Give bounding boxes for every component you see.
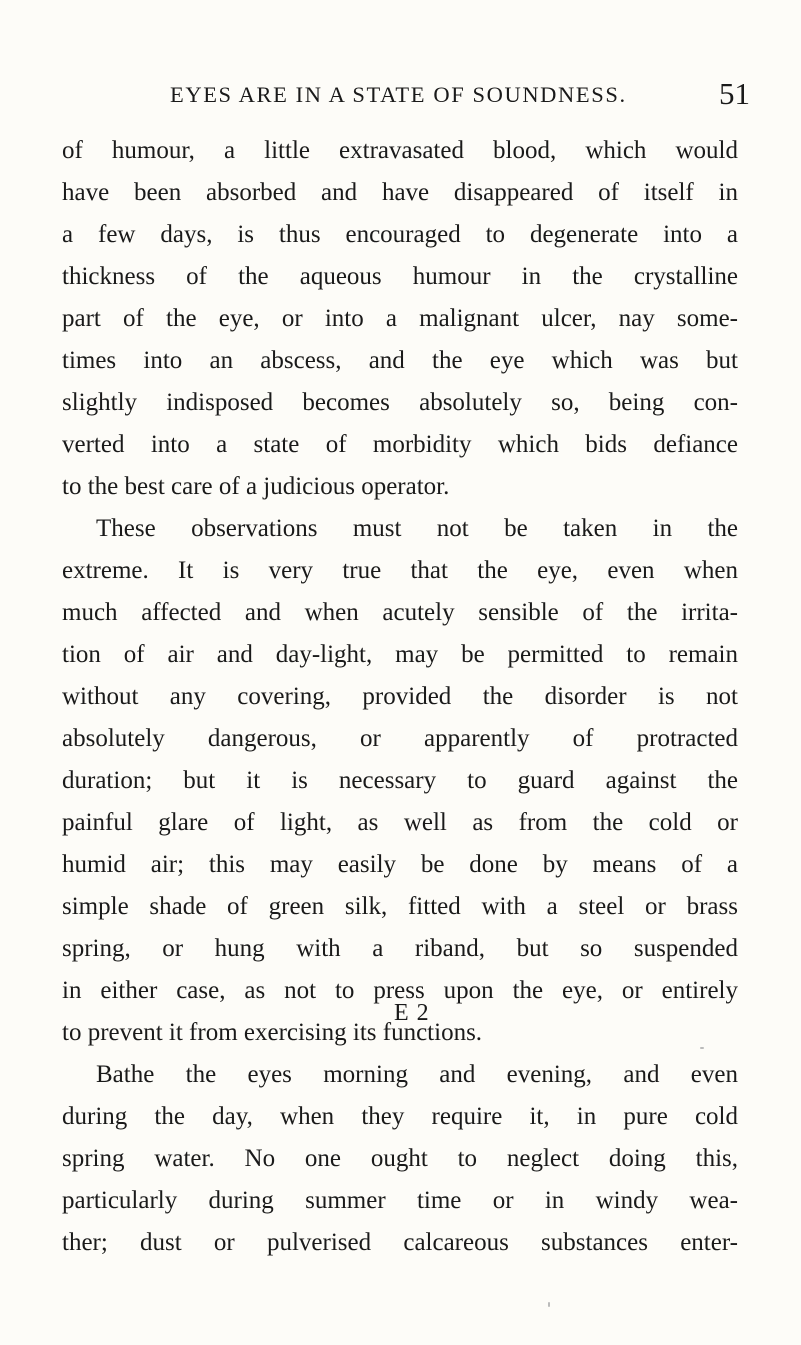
text-line: tion of air and day-light, may be permitted to remain [62,641,738,668]
text-line: part of the eye, or into a malignant ulcer, nay some- [62,305,738,332]
text-line: in either case, as not to press upon the eye, or entirely [62,977,738,1004]
text-line: spring water. No one ought to neglect doing this, [62,1145,738,1172]
paper-speck [700,1047,704,1049]
signature-mark: E 2 [394,1000,430,1026]
text-line: much affected and when acutely sensible of the irrita- [62,599,738,626]
paper-speck [548,1302,550,1307]
text-line: Bathe the eyes morning and evening, and even [96,1061,738,1088]
text-line: particularly during summer time or in windy wea- [62,1187,738,1214]
text-line: These observations must not be taken in the [96,515,738,542]
text-line: without any covering, provided the disorder is not [62,683,738,710]
text-line: simple shade of green silk, fitted with a steel or brass [62,893,738,920]
text-line: have been absorbed and have disappeared of itself in [62,179,738,206]
text-line: a few days, is thus encouraged to degenerate into a [62,221,738,248]
text-line: to the best care of a judicious operator. [62,473,450,500]
body-text [62,130,738,1264]
text-line: painful glare of light, as well as from the cold or [62,809,738,836]
running-head [150,76,750,116]
text-line: humid air; this may easily be done by means of a [62,851,738,878]
running-title: EYES ARE IN A STATE OF SOUNDNESS. [170,82,627,107]
text-line: during the day, when they require it, in pure cold [62,1103,738,1130]
text-line: thickness of the aqueous humour in the crystalline [62,263,738,290]
text-line: spring, or hung with a riband, but so suspended [62,935,738,962]
text-line: of humour, a little extravasated blood, which would [62,137,738,164]
text-line: duration; but it is necessary to guard against the [62,767,738,794]
text-line: absolutely dangerous, or apparently of protracted [62,725,738,752]
text-line: slightly indisposed becomes absolutely so, being con- [62,389,738,416]
page-number: 51 [719,76,750,111]
text-line: verted into a state of morbidity which bids defiance [62,431,738,458]
text-line: ther; dust or pulverised calcareous substances enter- [62,1229,738,1256]
text-line: times into an abscess, and the eye which was but [62,347,738,374]
text-line: to prevent it from exercising its functions. [62,1019,483,1046]
text-line: extreme. It is very true that the eye, even when [62,557,738,584]
